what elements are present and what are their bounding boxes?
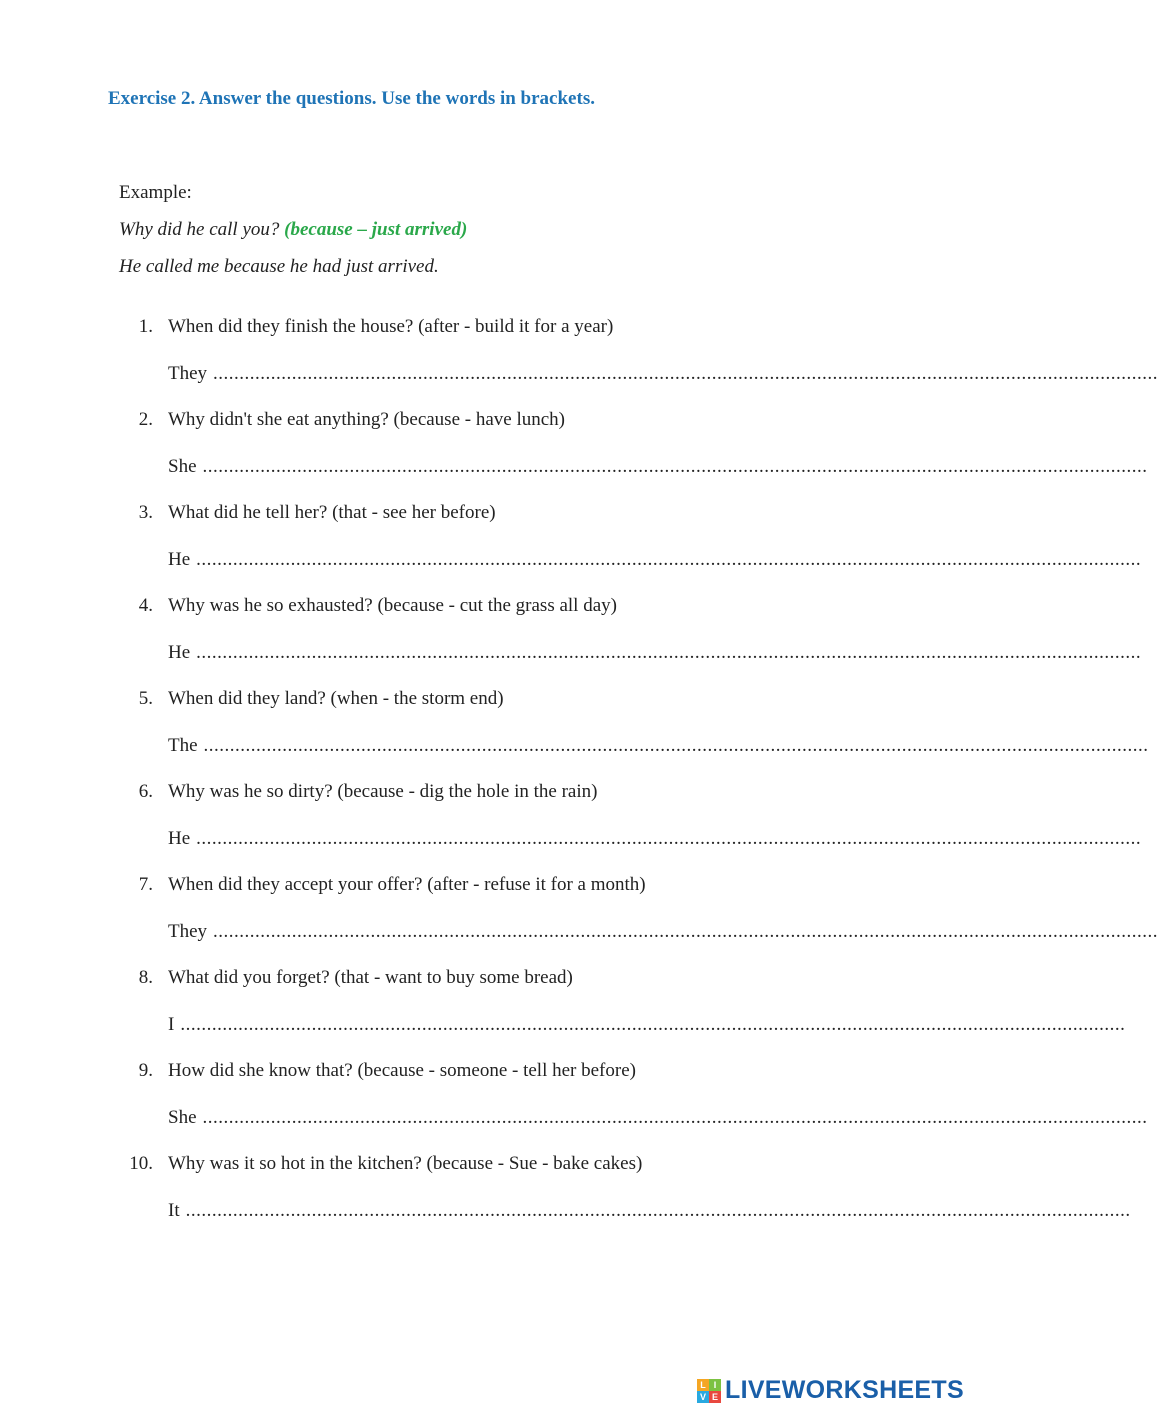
question-item bbox=[0, 688, 1149, 781]
logo-mark-letter: I bbox=[709, 1379, 721, 1391]
answer-dotted-line[interactable]: .................................................................................................................................................................................... bbox=[180, 1014, 1126, 1035]
answer-field[interactable] bbox=[168, 363, 1158, 385]
example-label: Example: bbox=[119, 182, 192, 203]
exercise-title: Exercise 2. Answer the questions. Use the words in brackets. bbox=[108, 88, 595, 109]
answer-dotted-line[interactable]: .................................................................................................................................................................................... bbox=[196, 642, 1142, 663]
answer-field[interactable] bbox=[168, 1107, 1148, 1129]
question-text: Why was he so dirty? (because - dig the hole in the rain) bbox=[168, 781, 598, 802]
logo-mark-letter: L bbox=[697, 1379, 709, 1391]
question-item bbox=[0, 967, 1126, 1060]
question-item bbox=[0, 1060, 1148, 1153]
logo-mark-letter: E bbox=[709, 1391, 721, 1403]
question-item bbox=[0, 595, 1142, 688]
question-number: 5. bbox=[138, 688, 153, 709]
question-number: 1. bbox=[138, 316, 153, 337]
question-item bbox=[0, 874, 1158, 967]
answer-dotted-line[interactable]: .................................................................................................................................................................................... bbox=[196, 549, 1142, 570]
answer-field[interactable] bbox=[168, 642, 1142, 664]
question-item bbox=[0, 502, 1142, 595]
answer-start-word: She bbox=[168, 456, 197, 477]
question-number: 8. bbox=[138, 967, 153, 988]
answer-start-word: He bbox=[168, 549, 191, 570]
answer-dotted-line[interactable]: .................................................................................................................................................................................... bbox=[213, 921, 1158, 942]
question-number: 6. bbox=[138, 781, 153, 802]
answer-field[interactable] bbox=[168, 1200, 1131, 1222]
answer-start-word: The bbox=[168, 735, 198, 756]
question-number: 9. bbox=[138, 1060, 153, 1081]
liveworksheets-mark-icon bbox=[697, 1379, 721, 1403]
liveworksheets-logo[interactable] bbox=[697, 1376, 964, 1405]
question-item bbox=[0, 316, 1158, 409]
question-text: What did you forget? (that - want to buy some bread) bbox=[168, 967, 573, 988]
question-text: How did she know that? (because - someone - tell her before) bbox=[168, 1060, 636, 1081]
example-answer: He called me because he had just arrived. bbox=[119, 256, 439, 277]
answer-start-word: They bbox=[168, 363, 208, 384]
question-text: What did he tell her? (that - see her before) bbox=[168, 502, 496, 523]
question-text: Why was it so hot in the kitchen? (because - Sue - bake cakes) bbox=[168, 1153, 643, 1174]
logo-mark-letter: V bbox=[697, 1391, 709, 1403]
question-list bbox=[0, 316, 1158, 1246]
question-number: 3. bbox=[138, 502, 153, 523]
question-item bbox=[0, 781, 1142, 874]
answer-field[interactable] bbox=[168, 828, 1142, 850]
question-number: 10. bbox=[129, 1153, 153, 1174]
answer-field[interactable] bbox=[168, 549, 1142, 571]
question-text: When did they finish the house? (after - build it for a year) bbox=[168, 316, 614, 337]
answer-start-word: He bbox=[168, 642, 191, 663]
answer-field[interactable] bbox=[168, 1014, 1126, 1036]
answer-start-word: I bbox=[168, 1014, 175, 1035]
answer-start-word: They bbox=[168, 921, 208, 942]
question-text: Why didn't she eat anything? (because - have lunch) bbox=[168, 409, 565, 430]
answer-dotted-line[interactable]: .................................................................................................................................................................................... bbox=[203, 735, 1149, 756]
answer-field[interactable] bbox=[168, 456, 1148, 478]
example-block bbox=[119, 174, 467, 285]
answer-start-word: She bbox=[168, 1107, 197, 1128]
question-text: Why was he so exhausted? (because - cut the grass all day) bbox=[168, 595, 617, 616]
answer-dotted-line[interactable]: .................................................................................................................................................................................... bbox=[196, 828, 1142, 849]
logo-text: LIVEWORKSHEETS bbox=[725, 1376, 964, 1404]
answer-start-word: It bbox=[168, 1200, 180, 1221]
answer-dotted-line[interactable]: .................................................................................................................................................................................... bbox=[202, 456, 1148, 477]
question-number: 4. bbox=[138, 595, 153, 616]
question-text: When did they land? (when - the storm end) bbox=[168, 688, 504, 709]
answer-field[interactable] bbox=[168, 735, 1149, 757]
answer-dotted-line[interactable]: .................................................................................................................................................................................... bbox=[185, 1200, 1131, 1221]
example-question: Why did he call you? bbox=[119, 219, 280, 240]
question-text: When did they accept your offer? (after - refuse it for a month) bbox=[168, 874, 646, 895]
question-number: 2. bbox=[138, 409, 153, 430]
example-question-line bbox=[119, 211, 467, 248]
answer-start-word: He bbox=[168, 828, 191, 849]
answer-field[interactable] bbox=[168, 921, 1158, 943]
example-hint: (because – just arrived) bbox=[284, 219, 468, 240]
question-item bbox=[0, 409, 1148, 502]
question-item bbox=[0, 1153, 1131, 1246]
answer-dotted-line[interactable]: .................................................................................................................................................................................... bbox=[213, 363, 1158, 384]
answer-dotted-line[interactable]: .................................................................................................................................................................................... bbox=[202, 1107, 1148, 1128]
question-number: 7. bbox=[138, 874, 153, 895]
